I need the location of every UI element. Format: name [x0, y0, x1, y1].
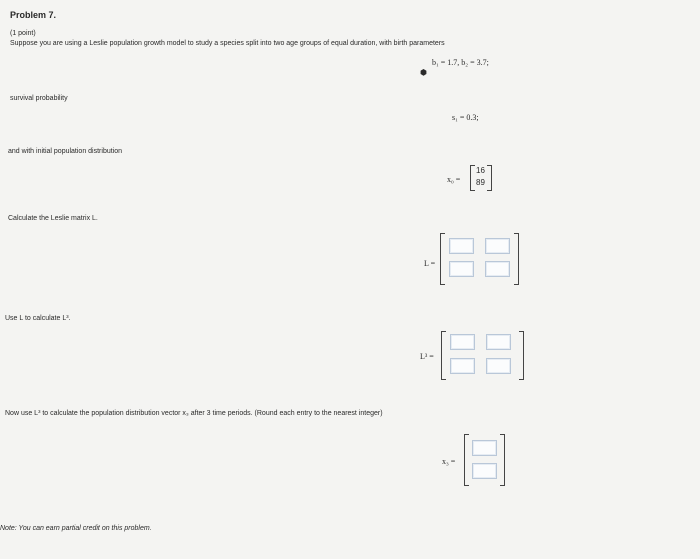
birth-parameters: b₁ = 1.7, b₂ = 3.7; — [432, 58, 489, 67]
task-calculate-x3: Now use L³ to calculate the population distribution vector x₃ after 3 time periods. (Round each entry to the nearest integer) — [5, 410, 383, 417]
L3-input-2-1[interactable] — [450, 358, 475, 374]
partial-credit-note: Note: You can earn partial credit on this problem. — [0, 525, 152, 532]
x0-left-bracket — [470, 165, 475, 191]
x3-left-bracket — [464, 434, 469, 486]
task-calculate-L: Calculate the Leslie matrix L. — [8, 215, 98, 222]
initial-distribution-label: and with initial population distribution — [8, 148, 123, 155]
L-input-2-2[interactable] — [485, 261, 510, 277]
L3-input-1-1[interactable] — [450, 334, 475, 350]
L3-left-bracket — [441, 331, 446, 380]
L3-right-bracket — [519, 331, 524, 380]
x3-input-1[interactable] — [472, 440, 497, 456]
problem-intro: Suppose you are using a Leslie population growth model to study a species split into two age groups of equal duration, with birth parameters — [10, 40, 445, 47]
L3-label: L³ = — [420, 352, 434, 361]
L-right-bracket — [514, 233, 519, 285]
L3-input-1-2[interactable] — [486, 334, 511, 350]
survival-label: survival probability — [10, 95, 68, 102]
x0-entry-1: 16 — [476, 166, 485, 175]
x0-label: x₀ = — [447, 175, 461, 184]
mouse-cursor-icon: ⬢ — [420, 68, 427, 77]
x3-input-2[interactable] — [472, 463, 497, 479]
L3-input-2-2[interactable] — [486, 358, 511, 374]
x3-right-bracket — [500, 434, 505, 486]
survival-value: s₁ = 0.3; — [452, 113, 479, 122]
problem-title: Problem 7. — [10, 10, 57, 20]
points-label: (1 point) — [10, 30, 36, 37]
x0-right-bracket — [487, 165, 492, 191]
task-calculate-L3: Use L to calculate L³. — [5, 315, 71, 322]
x3-label: x₃ = — [442, 457, 456, 466]
L-input-1-2[interactable] — [485, 238, 510, 254]
L-input-2-1[interactable] — [449, 261, 474, 277]
L-label: L = — [424, 259, 436, 268]
L-left-bracket — [440, 233, 445, 285]
x0-entry-2: 89 — [476, 178, 485, 187]
L-input-1-1[interactable] — [449, 238, 474, 254]
